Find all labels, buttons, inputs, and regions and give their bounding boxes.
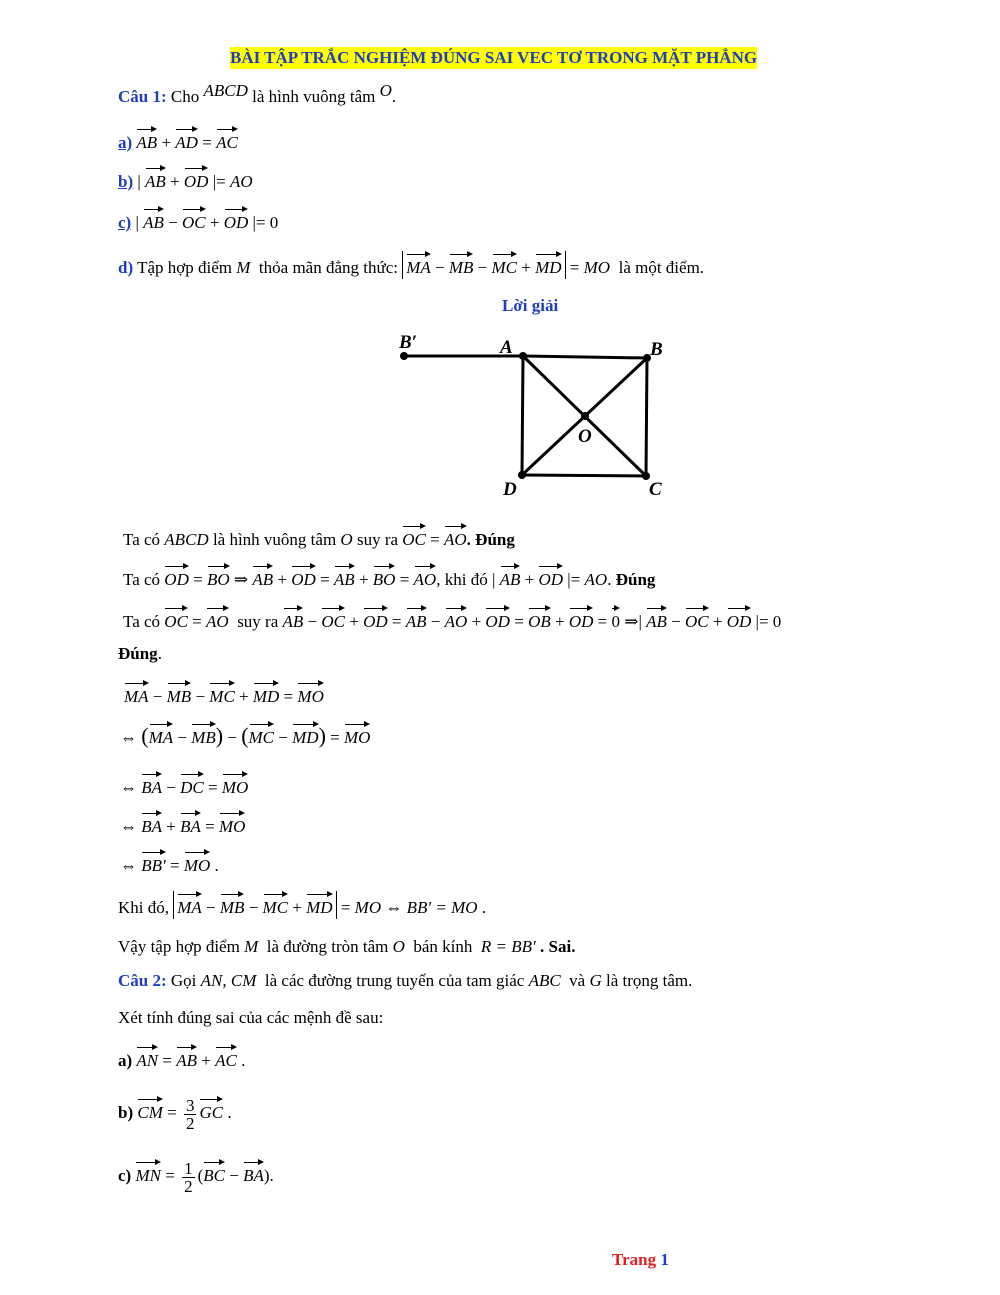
side-ab	[523, 356, 647, 358]
q2-option-a: a) AN = AB + AC .	[118, 1044, 245, 1072]
side-bc	[646, 358, 647, 476]
square-figure	[390, 328, 680, 503]
q2-instruction: Xét tính đúng sai của các mệnh đề sau:	[118, 1008, 384, 1027]
side-cd	[522, 475, 646, 476]
label-a: A	[500, 337, 513, 358]
page-title: BÀI TẬP TRẮC NGHIỆM ĐÚNG SAI VEC TƠ TRONG MẶT PHẲNG	[230, 48, 758, 67]
q1-option-a: a) AB + AD = AC	[118, 126, 238, 154]
solution-line-7: ⇔ BA + BA = MO	[120, 810, 245, 838]
point-d	[518, 471, 526, 479]
point-o	[581, 412, 589, 420]
label-bprime: B′	[399, 332, 418, 353]
solution-line-9: Khi đó, MA − MB − MC + MD = MO ⇔ BB′ = MO .	[118, 891, 486, 919]
solution-conclusion: Vậy tập hợp điểm M là đường tròn tâm O bán kính R = BB′ . Sai.	[118, 937, 576, 956]
q1-stem: Câu 1: Cho ABCD là hình vuông tâm O.	[118, 81, 397, 106]
label-d: D	[503, 479, 517, 500]
q1-label: Câu 1:	[118, 87, 167, 106]
q2-label: Câu 2:	[118, 971, 167, 990]
solution-line-8: ⇔ BB′ = MO .	[120, 849, 219, 877]
q1-option-c: c) | AB − OC + OD |= 0	[118, 206, 278, 234]
label-b: B	[650, 339, 663, 360]
solution-line-3: Ta có OC = AO suy ra AB − OC + OD = AB − AO + OD = OB + OD = 0 ⇒| AB − OC + OD |= 0	[123, 605, 781, 633]
q1-option-b: b) | AB + OD |= AO	[118, 165, 253, 193]
point-bprime	[400, 352, 408, 360]
q2-option-c: c) MN = $\frac{1}{2}$ (BC − BA).	[118, 1158, 274, 1196]
fraction-1-2: $\frac{1}{2}$	[184, 1158, 193, 1196]
solution-line-6: ⇔ BA − DC = MO	[120, 771, 248, 799]
point-a	[519, 352, 527, 360]
solution-line-1: Ta có ABCD là hình vuông tâm O suy ra OC = AO. Đúng	[123, 523, 515, 551]
q1-option-d: d) Tập hợp điểm M thỏa mãn đẳng thức: MA − MB − MC + MD = MO là một điểm.	[118, 251, 704, 279]
solution-heading: Lời giải	[502, 296, 559, 315]
q2-option-b: b) CM = $\frac{3}{2}$ GC .	[118, 1095, 232, 1133]
page-footer: Trang 1	[612, 1250, 669, 1269]
label-o: O	[578, 426, 592, 447]
solution-line-2: Ta có OD = BO ⇒ AB + OD = AB + BO = AO, khi đó | AB + OD |= AO. Đúng	[123, 563, 655, 591]
solution-verdict-c: Đúng.	[118, 644, 162, 663]
label-c: C	[649, 479, 662, 500]
solution-line-4: MA − MB − MC + MD = MO	[124, 680, 324, 708]
q2-stem: Câu 2: Gọi AN, CM là các đường trung tuyến của tam giác ABC và G là trọng tâm.	[118, 971, 693, 990]
fraction-3-2: $\frac{3}{2}$	[185, 1095, 195, 1133]
side-da	[522, 356, 523, 475]
solution-line-5: ⇔ (MA − MB) − (MC − MD) = MO	[120, 723, 371, 748]
